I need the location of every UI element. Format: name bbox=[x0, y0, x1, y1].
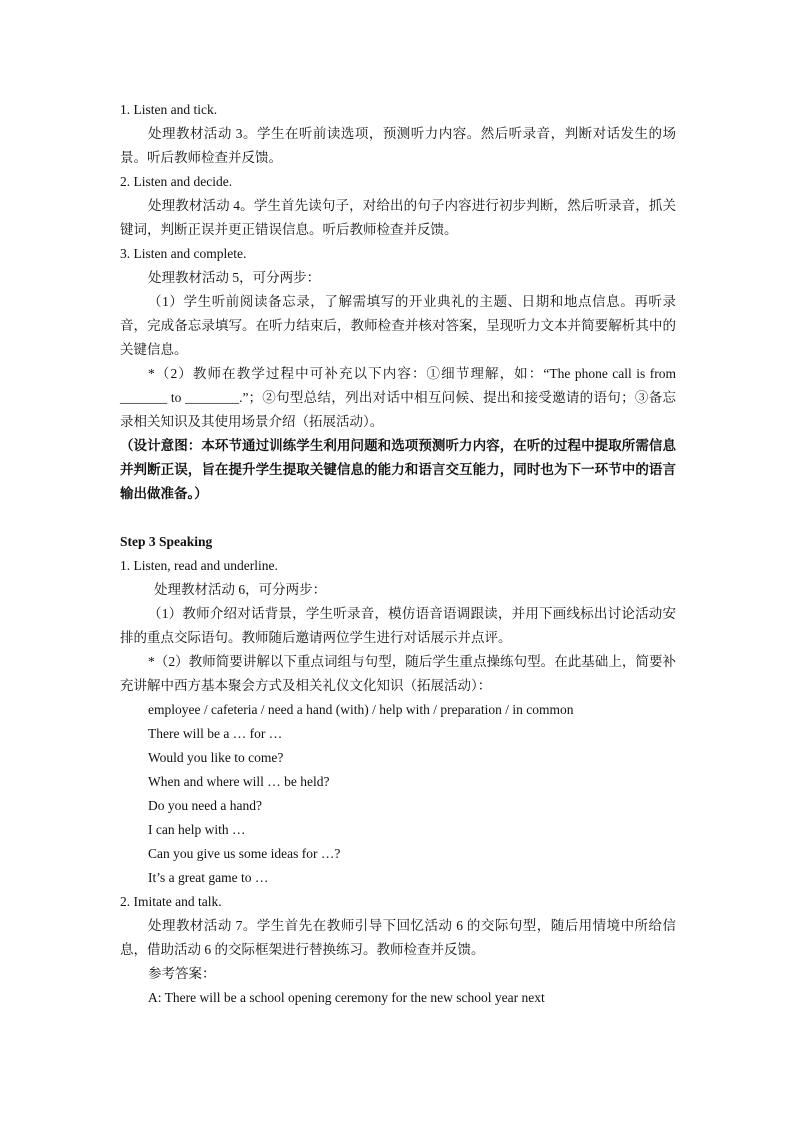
reference-answer-label: 参考答案： bbox=[148, 966, 216, 981]
paragraph-activity-5-intro: 处理教材活动 5，可分两步： bbox=[148, 270, 321, 285]
phrase-line: It’s a great game to … bbox=[148, 870, 269, 885]
phrase-line: Do you need a hand? bbox=[148, 798, 262, 813]
paragraph-activity-5-step-2: *（2）教师在教学过程中可补充以下内容：①细节理解，如：“The phone call is from _______ to ________.”；②句型总结，列出对话中相互问候、提出和接受邀请的语句；③备忘录相关知识及其使用场景介绍（拓展活动）。 bbox=[120, 366, 676, 429]
step-3-heading: Step 3 Speaking bbox=[120, 534, 213, 549]
design-intent-note: （设计意图：本环节通过训练学生利用问题和选项预测听力内容，在听的过程中提取所需信息并判断正误，旨在提升学生提取关键信息的能力和语言交互能力，同时也为下一环节中的语言输出做准备。） bbox=[120, 438, 676, 501]
phrase-line: There will be a … for … bbox=[148, 726, 283, 741]
section-title-imitate-and-talk: 2. Imitate and talk. bbox=[120, 894, 222, 909]
paragraph-activity-5-step-1: （1）学生听前阅读备忘录，了解需填写的开业典礼的主题、日期和地点信息。再听录音，完成备忘录填写。在听力结束后，教师检查并核对答案，呈现听力文本并简要解析其中的关键信息。 bbox=[120, 294, 676, 357]
section-title-listen-and-tick: 1. Listen and tick. bbox=[120, 102, 218, 117]
section-title-listen-and-decide: 2. Listen and decide. bbox=[120, 174, 233, 189]
paragraph-activity-4: 处理教材活动 4。学生首先读句子，对给出的句子内容进行初步判断，然后听录音，抓关键词，判断正误并更正错误信息。听后教师检查并反馈。 bbox=[120, 198, 676, 237]
phrase-line: Would you like to come? bbox=[148, 750, 284, 765]
phrase-line: I can help with … bbox=[148, 822, 246, 837]
paragraph-activity-3: 处理教材活动 3。学生在听前读选项，预测听力内容。然后听录音，判断对话发生的场景。听后教师检查并反馈。 bbox=[120, 126, 676, 165]
section-title-listen-and-complete: 3. Listen and complete. bbox=[120, 246, 247, 261]
section-title-listen-read-underline: 1. Listen, read and underline. bbox=[120, 558, 278, 573]
phrase-line: employee / cafeteria / need a hand (with) / help with / preparation / in common bbox=[148, 702, 574, 717]
paragraph-activity-6-step-2: *（2）教师简要讲解以下重点词组与句型，随后学生重点操练句型。在此基础上，简要补充讲解中西方基本聚会方式及相关礼仪文化知识（拓展活动）： bbox=[120, 654, 676, 693]
phrase-line: Can you give us some ideas for …? bbox=[148, 846, 341, 861]
reference-answer-a: A: There will be a school opening ceremony for the new school year next bbox=[148, 990, 545, 1005]
paragraph-activity-7: 处理教材活动 7。学生首先在教师引导下回忆活动 6 的交际句型，随后用情境中所给信息，借助活动 6 的交际框架进行替换练习。教师检查并反馈。 bbox=[120, 918, 676, 957]
paragraph-activity-6-step-1: （1）教师介绍对话背景，学生听录音，模仿语音语调跟读，并用下画线标出讨论活动安排的重点交际语句。教师随后邀请两位学生进行对话展示并点评。 bbox=[120, 606, 676, 645]
phrase-line: When and where will … be held? bbox=[148, 774, 330, 789]
paragraph-activity-6-intro: 处理教材活动 6，可分两步： bbox=[154, 582, 327, 597]
